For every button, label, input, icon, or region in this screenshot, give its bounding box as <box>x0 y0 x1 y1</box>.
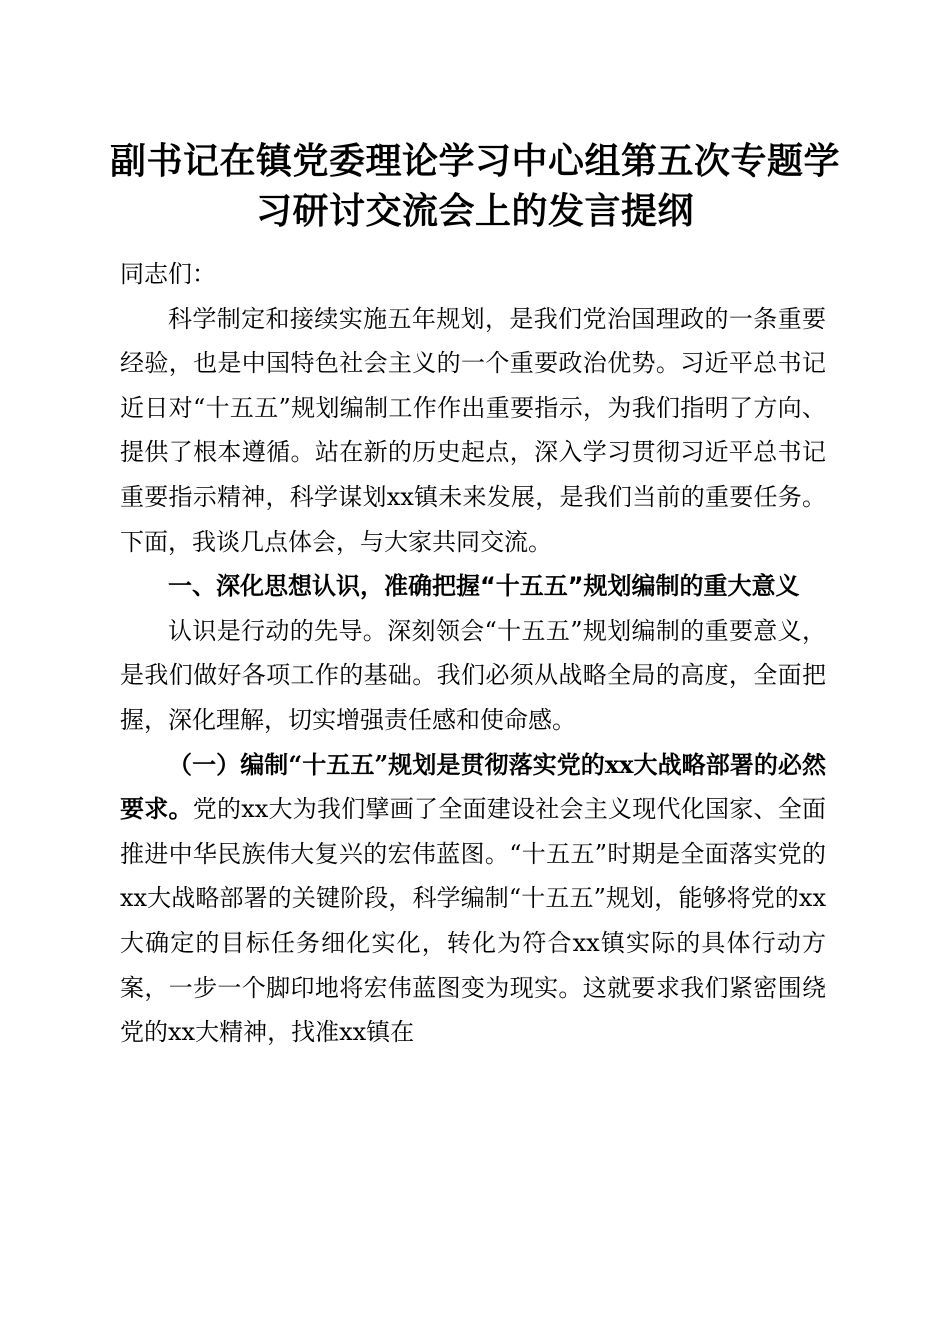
subsection-1-lead: （一）编制“十五五”规划是贯彻落实党的xx大战略部署的必然要求。 <box>120 749 826 824</box>
section-1-heading: 一、深化思想认识，准确把握“十五五”规划编制的重大意义 <box>168 572 800 601</box>
document-body <box>120 252 826 1055</box>
salutation: 同志们： <box>120 260 216 288</box>
subsection-1-text: 党的xx大为我们擘画了全面建设社会主义现代化国家、全面推进中华民族伟大复兴的宏伟蓝图。“十五五”时期是全面落实党的xx大战略部署的关键阶段，科学编制“十五五”规划，能够将党的xx大确定的目标任务细化实化，转化为符合xx镇实际的具体行动方案，一步一个脚印地将宏伟蓝图变为现实。这就要求我们紧密围绕党的xx大精神，找准xx镇在 <box>120 795 826 1047</box>
intro-paragraph: 科学制定和接续实施五年规划，是我们党治国理政的一条重要经验，也是中国特色社会主义的一个重要政治优势。习近平总书记近日对“十五五”规划编制工作作出重要指示，为我们指明了方向、提供了根本遵循。站在新的历史起点，深入学习贯彻习近平总书记重要指示精神，科学谋划xx镇未来发展，是我们当前的重要任务。下面，我谈几点体会，与大家共同交流。 <box>120 304 826 556</box>
section-1-paragraph: 认识是行动的先导。深刻领会“十五五”规划编制的重要意义，是我们做好各项工作的基础。我们必须从战略全局的高度，全面把握，深化理解，切实增强责任感和使命感。 <box>120 616 826 734</box>
subsection-1-paragraph <box>120 743 826 1055</box>
document-title: 副书记在镇党委理论学习中心组第五次专题学习研讨交流会上的发言提纲 <box>109 140 840 232</box>
